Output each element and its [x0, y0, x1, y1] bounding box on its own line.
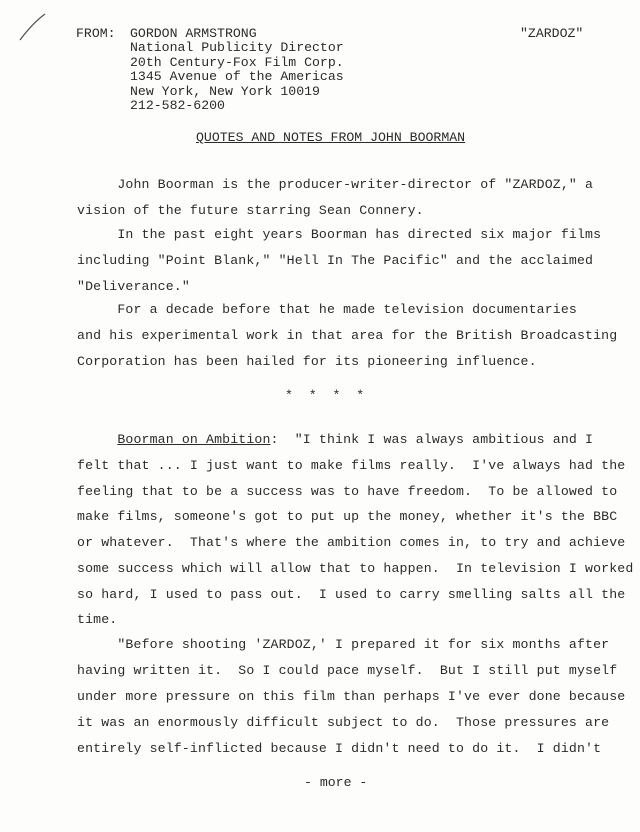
body-line: "Before shooting 'ZARDOZ,' I prepared it for six months after: [77, 637, 610, 652]
page-heading: QUOTES AND NOTES FROM JOHN BOORMAN: [196, 130, 466, 145]
body-line: "Deliverance.": [77, 279, 190, 294]
body-line: under more pressure on this film than perhaps I've ever done because: [77, 689, 626, 704]
from-label: FROM:: [76, 26, 116, 41]
body-line: vision of the future starring Sean Connery.: [77, 203, 424, 218]
sender-street: 1345 Avenue of the Americas: [130, 69, 344, 85]
body-line: Corporation has been hailed for its pioneering influence.: [77, 354, 537, 369]
body-line-rest: : "I think I was always ambitious and I: [270, 432, 594, 447]
body-line: or whatever. That's where the ambition comes in, to try and achieve: [77, 535, 626, 550]
section-label: Boorman on Ambition: [117, 432, 271, 447]
body-line: entirely self-inflicted because I didn't need to do it. I didn't: [77, 741, 602, 756]
sender-company: 20th Century-Fox Film Corp.: [130, 54, 344, 70]
body-line: having written it. So I could pace myself. But I still put myself: [77, 663, 618, 678]
body-line: feeling that to be a success was to have freedom. To be allowed to: [77, 484, 618, 499]
body-line: felt that ... I just want to make films really. I've always had the: [77, 458, 626, 473]
body-line: so hard, I used to pass out. I used to carry smelling salts all the: [77, 587, 626, 602]
body-line: John Boorman is the producer-writer-director of "ZARDOZ," a: [77, 177, 594, 192]
sender-address: [130, 26, 344, 112]
body-line: For a decade before that he made television documentaries: [77, 302, 577, 317]
body-line: and his experimental work in that area for the British Broadcasting: [77, 328, 618, 343]
continuation-footer: - more -: [304, 775, 368, 790]
body-line: time.: [77, 612, 118, 627]
section-separator: * * * *: [285, 388, 365, 403]
pencil-mark-icon: [18, 12, 48, 42]
sender-city: New York, New York 10019: [130, 83, 320, 99]
body-line: it was an enormously difficult subject to do. Those pressures are: [77, 715, 610, 730]
sender-title: National Publicity Director: [130, 40, 344, 56]
body-line: some success which will allow that to happen. In television I worked: [77, 561, 634, 576]
sender-name: GORDON ARMSTRONG: [130, 26, 257, 41]
body-line: In the past eight years Boorman has directed six major films: [77, 227, 602, 242]
film-title-tag: "ZARDOZ": [520, 26, 584, 41]
body-line: make films, someone's got to put up the money, whether it's the BBC: [77, 509, 618, 524]
body-line: including "Point Blank," "Hell In The Pacific" and the acclaimed: [77, 253, 594, 268]
sender-phone: 212-582-6200: [130, 97, 225, 113]
body-line: [77, 432, 593, 447]
